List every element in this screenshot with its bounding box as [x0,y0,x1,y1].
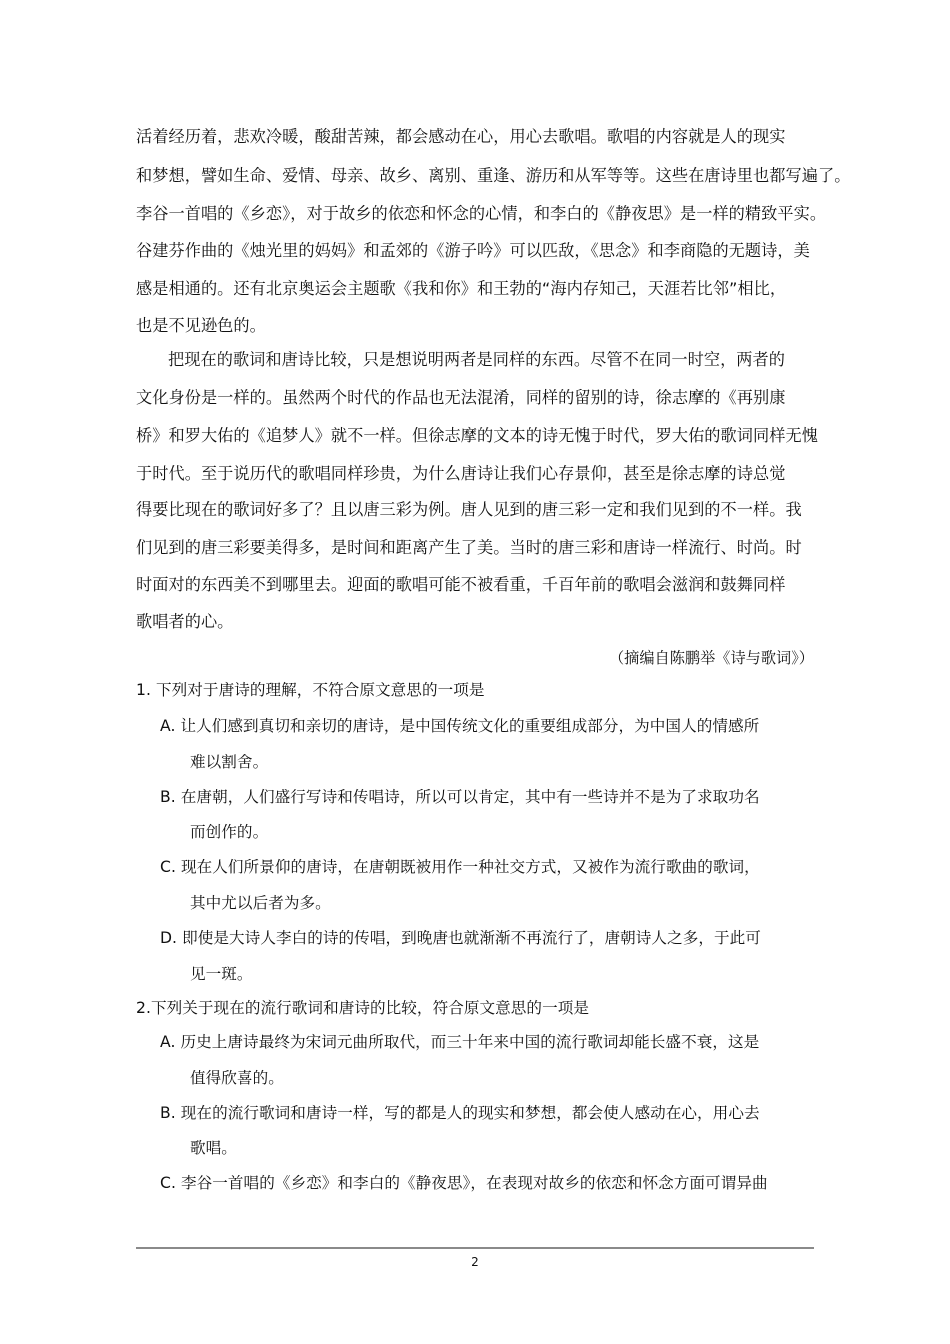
passage-line: 谷建芬作曲的《烛光里的妈妈》和孟郊的《游子吟》可以匹敌，《思念》和李商隐的无题诗，美 [136,241,810,260]
option-label: B. [160,788,176,806]
question-number: 2. [136,999,151,1017]
option-b[interactable] [160,1103,760,1123]
option-text-continued: 值得欣喜的。 [190,1069,284,1087]
option-text: 让人们感到真切和亲切的唐诗，是中国传统文化的重要组成部分，为中国人的情感所 [180,717,760,735]
page-number: 2 [471,1255,479,1269]
option-b[interactable] [160,787,760,807]
footer-divider [136,1247,814,1249]
passage-line: 李谷一首唱的《乡恋》，对于故乡的依恋和怀念的心情，和李白的《静夜思》是一样的精致平实。 [136,204,827,223]
passage-line: 歌唱者的心。 [136,612,234,631]
option-c[interactable] [160,1173,768,1193]
option-text-continued: 其中尤以后者为多。 [190,894,331,912]
option-label: B. [160,1104,176,1122]
option-label: C. [160,1174,176,1192]
passage-line: 文化身份是一样的。虽然两个时代的作品也无法混淆，同样的留别的诗，徐志摩的《再别康 [136,388,786,407]
option-a[interactable] [160,1032,759,1052]
option-c[interactable] [160,857,760,877]
question-text: 下列关于现在的流行歌词和唐诗的比较，符合原文意思的一项是 [150,999,590,1017]
passage-line: 也是不见逊色的。 [136,316,266,335]
option-text: 历史上唐诗最终为宋词元曲所取代，而三十年来中国的流行歌词却能长盛不衰，这是 [180,1033,760,1051]
question-stem [136,680,485,700]
passage-line: 感是相通的。还有北京奥运会主题歌《我和你》和王勃的“海内存知己，天涯若比邻”相比， [136,279,787,298]
option-text: 即使是大诗人李白的诗的传唱，到晚唐也就渐渐不再流行了，唐朝诗人之多，于此可 [182,929,761,947]
option-label: C. [160,858,176,876]
passage-source: （摘编自陈鹏举《诗与歌词》） [608,649,814,667]
option-label: A. [160,717,176,735]
passage-line: 们见到的唐三彩要美得多，是时间和距离产生了美。当时的唐三彩和唐诗一样流行、时尚。时 [136,538,802,557]
option-text-continued: 见一斑。 [190,965,253,983]
option-a[interactable] [160,716,759,736]
passage-line: 得要比现在的歌词好多了？且以唐三彩为例。唐人见到的唐三彩一定和我们见到的不一样。我 [136,500,802,519]
passage-line: 把现在的歌词和唐诗比较，只是想说明两者是同样的东西。尽管不在同一时空，两者的 [168,350,786,369]
option-text: 现在的流行歌词和唐诗一样，写的都是人的现实和梦想，都会使人感动在心，用心去 [180,1104,760,1122]
option-text: 李谷一首唱的《乡恋》和李白的《静夜思》，在表现对故乡的依恋和怀念方面可谓异曲 [180,1174,768,1192]
option-d[interactable] [160,928,761,948]
option-text: 在唐朝，人们盛行写诗和传唱诗，所以可以肯定，其中有一些诗并不是为了求取功名 [180,788,760,806]
question-text: 下列对于唐诗的理解，不符合原文意思的一项是 [156,681,485,699]
option-label: D. [160,929,178,947]
passage-line: 于时代。至于说历代的歌唱同样珍贵，为什么唐诗让我们心存景仰，甚至是徐志摩的诗总觉 [136,464,786,483]
option-text-continued: 难以割舍。 [190,753,269,771]
option-text-continued: 而创作的。 [190,823,269,841]
passage-line: 时面对的东西美不到哪里去。迎面的歌唱可能不被看重，千百年前的歌唱会滋润和鼓舞同样 [136,575,786,594]
option-text: 现在人们所景仰的唐诗，在唐朝既被用作一种社交方式，又被作为流行歌曲的歌词， [180,858,760,876]
passage-line: 桥》和罗大佑的《追梦人》就不一样。但徐志摩的文本的诗无愧于时代，罗大佑的歌词同样无愧 [136,426,818,445]
option-text-continued: 歌唱。 [190,1139,237,1157]
passage-line: 活着经历着，悲欢冷暖，酸甜苦辣，都会感动在心，用心去歌唱。歌唱的内容就是人的现实 [136,127,786,146]
option-label: A. [160,1033,176,1051]
passage-line: 和梦想，譬如生命、爱情、母亲、故乡、离别、重逢、游历和从军等等。这些在唐诗里也都写遍了。 [136,166,851,185]
question-number: 1. [136,681,151,699]
question-stem [136,998,589,1018]
